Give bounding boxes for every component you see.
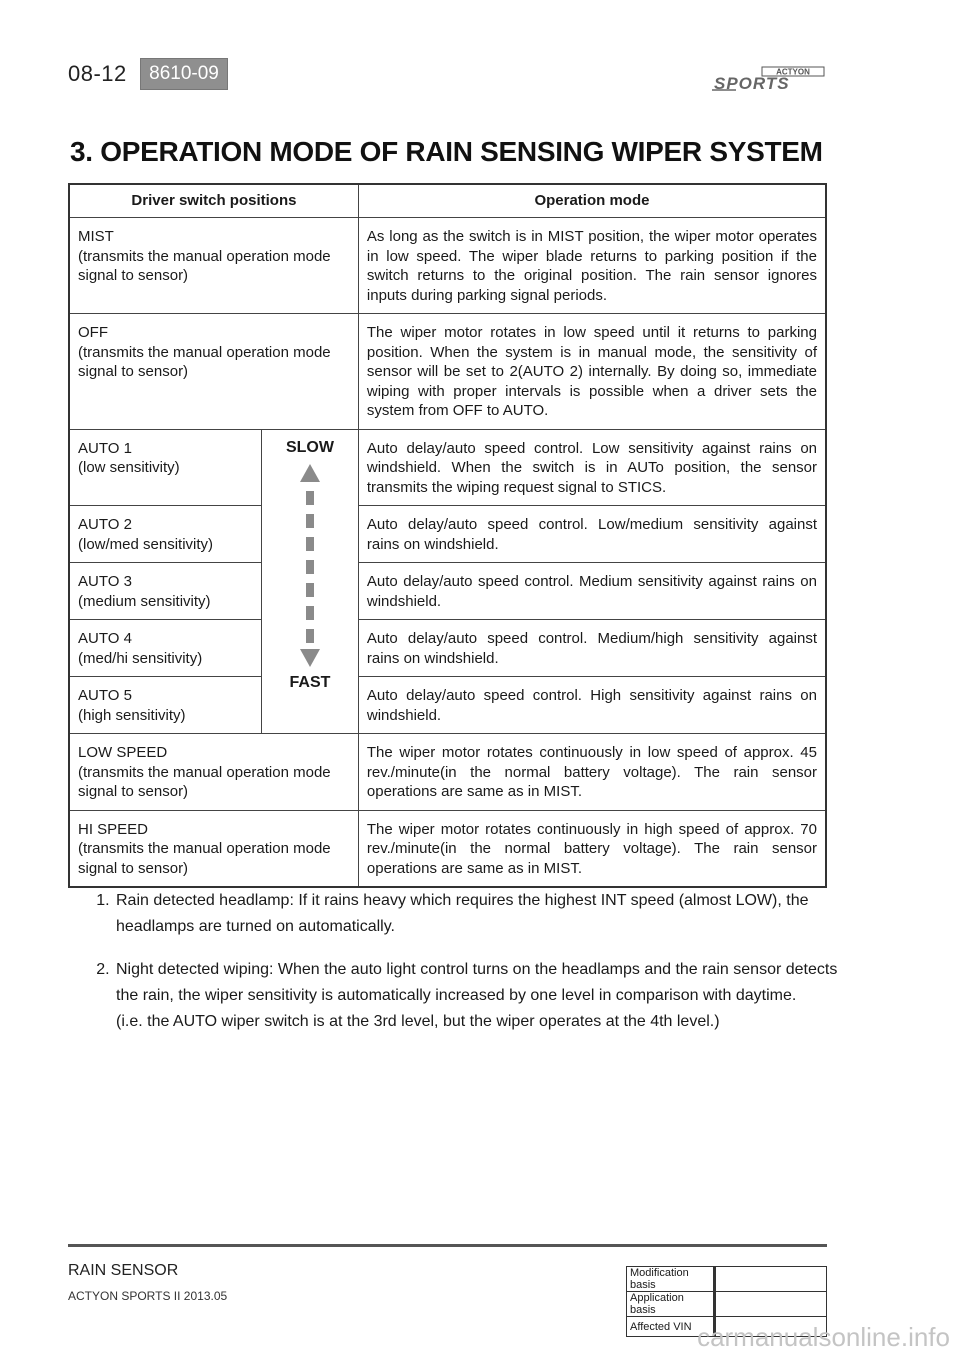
operation-description: The wiper motor rotates in low speed until it returns to parking position. When the system is in manual mode, the sensitivity of sensor will be set to 2(AUTO 2) internally. By doing so, immediate wiping with proper intervals is possible when a driver sets the system from OFF to AUTO. xyxy=(358,314,826,430)
brand-logo xyxy=(712,66,828,92)
speed-label-slow: SLOW xyxy=(285,438,334,456)
operation-description: Auto delay/auto speed control. Medium sensitivity against rains on windshield. xyxy=(358,563,826,620)
switch-position-cell xyxy=(69,506,262,563)
dash-icon xyxy=(306,514,314,528)
svg-text:SPORTS: SPORTS xyxy=(714,74,790,92)
switch-position-name: AUTO 4 xyxy=(78,630,132,647)
switch-position-name: LOW SPEED xyxy=(78,744,168,761)
table-header-row xyxy=(69,184,826,218)
application-label: Application basis xyxy=(627,1292,715,1317)
operation-description: The wiper motor rotates continuously in low speed of approx. 45 rev./minute(in the normal battery voltage). The rain sensor operations are same as in MIST. xyxy=(358,734,826,811)
note-example: (i.e. the AUTO wiper switch is at the 3rd level, but the wiper operates at the 4th level.) xyxy=(116,1013,720,1030)
switch-position-name: AUTO 5 xyxy=(78,687,132,704)
switch-position-cell xyxy=(69,734,358,811)
switch-position-cell xyxy=(69,218,358,314)
switch-position-cell xyxy=(69,429,262,506)
switch-position-cell xyxy=(69,314,358,430)
switch-position-name: HI SPEED xyxy=(78,820,149,838)
table-row xyxy=(69,810,826,887)
list-item xyxy=(114,957,854,1035)
modification-label: Modification basis xyxy=(627,1267,715,1292)
switch-position-cell xyxy=(69,810,358,887)
operation-description: Auto delay/auto speed control. Low sensitivity against rains on windshield. When the switch is in AUTo position, the sensor transmits the wiping request signal to STICS. xyxy=(358,429,826,506)
footer-section-name: RAIN SENSOR xyxy=(68,1262,179,1279)
note-text: Night detected wiping: When the auto light control turns on the headlamps and the rain sensor detects the rain, the wiper sensitivity is automatically increased by one level in comparison with daytime. xyxy=(116,961,838,1004)
table-row xyxy=(69,734,826,811)
table-row xyxy=(69,620,826,677)
switch-position-cell xyxy=(69,563,262,620)
page-number: 08-12 xyxy=(68,61,127,86)
column-header-mode: Operation mode xyxy=(358,184,826,218)
table-row xyxy=(69,218,826,314)
page-title: 3. OPERATION MODE OF RAIN SENSING WIPER SYSTEM xyxy=(70,136,823,167)
switch-position-cell xyxy=(69,677,262,734)
operation-description: As long as the switch is in MIST position, the wiper motor operates in low speed. The wiper blade returns to parking position if the switch returns to the original position. The rain sensor ignores inputs during parking signal periods. xyxy=(358,218,826,314)
arrow-up-icon xyxy=(300,464,320,482)
footer-divider xyxy=(68,1244,827,1247)
switch-position-note: (medium sensitivity) xyxy=(78,592,211,610)
list-item xyxy=(114,888,854,940)
affected-vin-label: Affected VIN xyxy=(627,1317,715,1337)
operation-description: The wiper motor rotates continuously in high speed of approx. 70 rev./minute(in the normal battery voltage). The rain sensor operations are same as in MIST. xyxy=(358,810,826,887)
switch-position-name: AUTO 3 xyxy=(78,573,132,590)
section-code-badge: 8610-09 xyxy=(140,58,228,90)
switch-position-note: (low sensitivity) xyxy=(78,459,180,476)
watermark: carmanualsonline.info xyxy=(697,1322,950,1352)
dash-icon xyxy=(306,537,314,551)
switch-position-note: (high sensitivity) xyxy=(78,706,186,724)
switch-position-name: AUTO 2 xyxy=(78,516,132,533)
switch-position-note: (transmits the manual operation mode signal to sensor) xyxy=(78,763,331,800)
switch-position-note: (med/hi sensitivity) xyxy=(78,649,203,667)
operation-description: Auto delay/auto speed control. Low/medium sensitivity against rains on windshield. xyxy=(358,506,826,563)
note-text: Rain detected headlamp: If it rains heavy which requires the highest INT speed (almost LOW), the headlamps are turned on automatically. xyxy=(116,892,809,935)
table-row xyxy=(69,506,826,563)
switch-position-name: AUTO 1 xyxy=(78,439,132,457)
table-row xyxy=(69,677,826,734)
operation-description: Auto delay/auto speed control. High sensitivity against rains on windshield. xyxy=(358,677,826,734)
dash-icon xyxy=(306,583,314,597)
dash-icon xyxy=(306,560,314,574)
svg-text:ACTYON: ACTYON xyxy=(776,67,810,77)
table-row xyxy=(69,563,826,620)
dash-icon xyxy=(306,491,314,505)
column-header-switch: Driver switch positions xyxy=(69,184,358,218)
table-row xyxy=(627,1292,827,1317)
speed-label-fast: FAST xyxy=(289,674,331,691)
table-row xyxy=(627,1267,827,1292)
speed-indicator xyxy=(262,429,359,734)
arrow-down-icon xyxy=(300,649,320,667)
operation-description: Auto delay/auto speed control. Medium/high sensitivity against rains on windshield. xyxy=(358,620,826,677)
switch-position-note: (low/med sensitivity) xyxy=(78,535,214,553)
operation-mode-table xyxy=(68,183,827,888)
switch-position-name: MIST xyxy=(78,228,114,245)
dash-icon xyxy=(306,606,314,620)
table-row xyxy=(69,429,826,506)
switch-position-name: OFF xyxy=(78,324,108,341)
modification-value xyxy=(715,1267,827,1292)
table-row xyxy=(69,314,826,430)
footer-model-info: ACTYON SPORTS II 2013.05 xyxy=(68,1289,228,1303)
switch-position-note: (transmits the manual operation mode signal to sensor) xyxy=(78,247,331,284)
notes-list xyxy=(86,888,854,1052)
switch-position-note: (transmits the manual operation mode signal to sensor) xyxy=(78,343,331,380)
dash-icon xyxy=(306,629,314,643)
switch-position-cell xyxy=(69,620,262,677)
application-value xyxy=(715,1292,827,1317)
switch-position-note: (transmits the manual operation mode signal to sensor) xyxy=(78,840,331,877)
